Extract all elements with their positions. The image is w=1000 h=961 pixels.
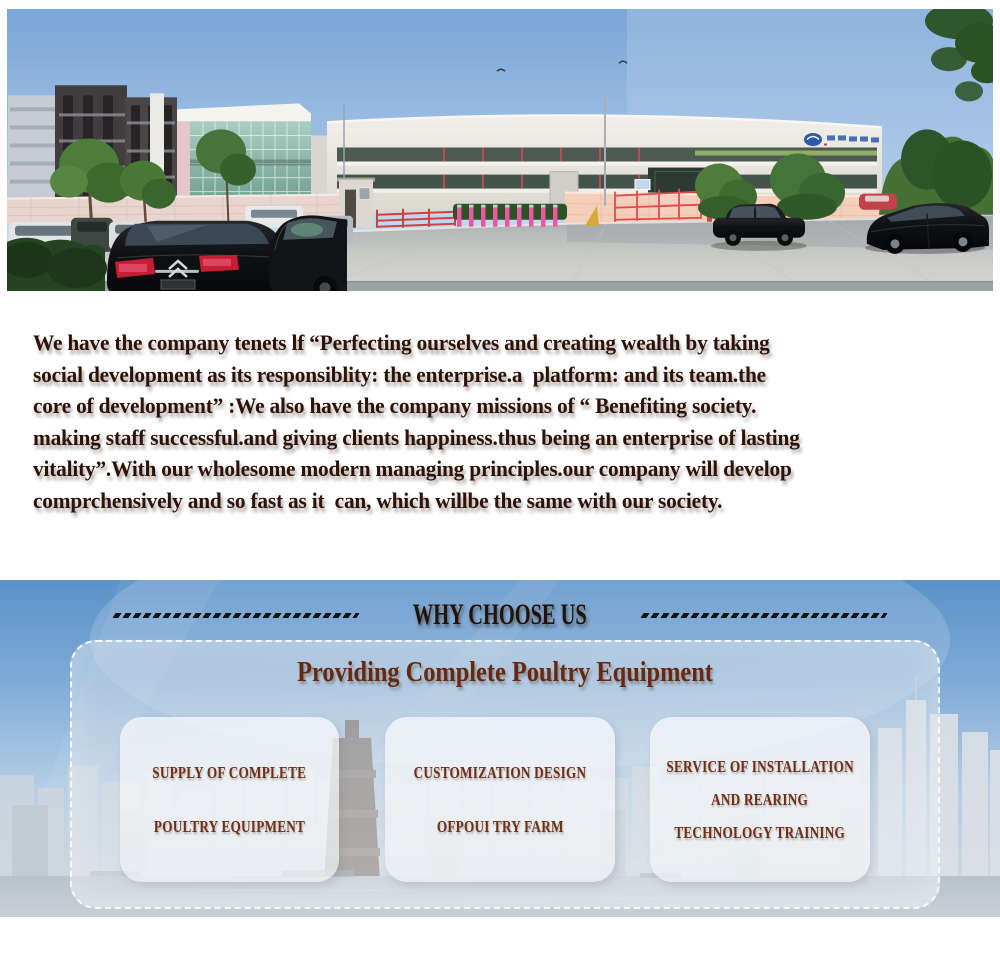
- black-citroen-sedan: [107, 221, 297, 291]
- feature-card-supply: [120, 717, 339, 882]
- why-header-row: [0, 598, 1000, 632]
- about-paragraph: [33, 327, 983, 517]
- card-line: TECHNOLOGY TRAINING: [674, 822, 846, 842]
- card-line: CUSTOMIZATION DESIGN: [413, 762, 587, 782]
- green-sign-strip: [695, 151, 877, 156]
- about-line-2: social development as its responsiblity: the enterprise.a platform: and its team.the: [33, 361, 766, 387]
- red-compact-car: [859, 194, 897, 210]
- about-line-1: We have the company tenets lf “Perfecting ourselves and creating wealth by taking: [33, 330, 770, 355]
- card-line: OFPOUI TRY FARM: [436, 816, 564, 836]
- card-line: POULTRY EQUIPMENT: [153, 816, 306, 836]
- features-panel: [70, 640, 940, 909]
- card-line: AND REARING: [711, 789, 809, 809]
- why-choose-us-section: [0, 580, 1000, 917]
- company-facility-photo: [7, 9, 993, 291]
- pink-bollards: [457, 205, 558, 227]
- factory-campus-illustration: [7, 9, 993, 291]
- decorative-dashes-right: [640, 613, 887, 618]
- about-line-3: core of development” :We also have the company missions of “ Benefiting society.: [33, 393, 757, 419]
- about-line-4: making staff successful.and giving clients happiness.thus being an enterprise of lasting: [33, 424, 800, 450]
- foreground-hedge: [7, 238, 107, 291]
- card-line: SUPPLY OF COMPLETE: [152, 762, 307, 782]
- card-line: SERVICE OF INSTALLATION: [666, 756, 854, 776]
- about-line-5: vitality”.With our wholesome modern managing principles.our company will develop: [33, 456, 792, 482]
- feature-card-customization: [385, 717, 615, 882]
- feature-card-service: [650, 717, 870, 882]
- panel-subtitle: Providing Complete Poultry Equipment: [297, 656, 713, 688]
- section-title: WHY CHOOSE US: [413, 598, 587, 631]
- about-line-6: comprchensively and so fast as it can, which willbe the same with our society.: [33, 487, 723, 513]
- decorative-dashes-left: [113, 613, 360, 618]
